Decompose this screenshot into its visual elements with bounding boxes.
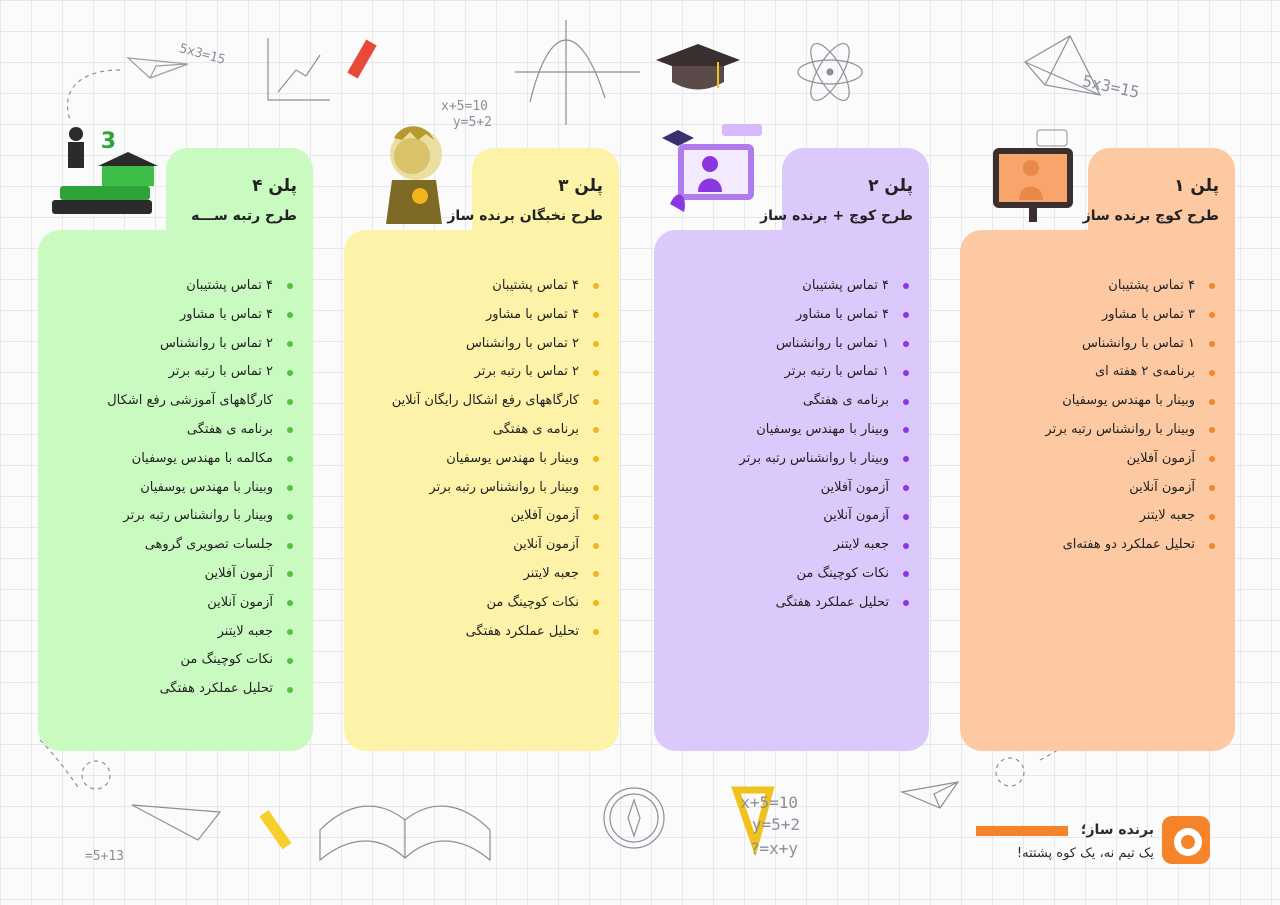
feature-item <box>48 589 293 618</box>
feature-text: ۱ تماس با روانشناس <box>775 335 889 351</box>
feature-item <box>970 416 1215 445</box>
feature-text: جلسات تصویری گروهی <box>144 537 273 553</box>
feature-text: جعبه لایتنر <box>523 565 579 581</box>
bullet-dot-icon <box>287 658 293 664</box>
feature-text: ۴ تماس پشتیبان <box>1108 278 1195 293</box>
feature-text: ۴ تماس پشتیبان <box>802 278 889 293</box>
plan-card-4 <box>38 148 313 751</box>
feature-text: آزمون آفلاین <box>820 479 889 495</box>
feature-item <box>970 502 1215 531</box>
feature-item <box>354 416 599 445</box>
bullet-dot-icon <box>287 456 293 462</box>
equation-5: x+5=10 <box>740 793 798 812</box>
equation-8: 5+13= <box>84 849 124 864</box>
feature-text: وبینار با مهندس یوسفیان <box>1062 393 1195 409</box>
feature-item <box>48 531 293 560</box>
plan-body <box>654 230 929 751</box>
feature-item <box>664 474 909 503</box>
bullet-dot-icon <box>287 283 293 289</box>
feature-text: ۲ تماس با رتبه برتر <box>168 364 273 380</box>
plan-name: پلن ۴ <box>252 176 297 196</box>
feature-list <box>970 272 1215 560</box>
feature-item <box>664 387 909 416</box>
feature-item <box>354 618 599 647</box>
feature-list <box>354 272 599 646</box>
bullet-dot-icon <box>593 600 599 606</box>
bullet-dot-icon <box>1209 370 1215 376</box>
feature-item <box>354 560 599 589</box>
brand-title: برنده ساز؛ <box>1080 822 1154 838</box>
feature-item <box>354 330 599 359</box>
feature-item <box>970 531 1215 560</box>
triangle-icon <box>132 805 220 840</box>
plan-body <box>960 230 1235 751</box>
bullet-dot-icon <box>1209 427 1215 433</box>
equation-3: 2+y=5 <box>452 115 492 130</box>
plan-2-illustration <box>658 116 780 224</box>
feature-item <box>48 675 293 704</box>
footer-brand <box>958 812 1218 872</box>
graph-icon <box>268 38 330 100</box>
bullet-dot-icon <box>593 543 599 549</box>
bullet-dot-icon <box>593 514 599 520</box>
bullet-dot-icon <box>903 571 909 577</box>
bullet-dot-icon <box>593 370 599 376</box>
bullet-dot-icon <box>1209 399 1215 405</box>
feature-text: آزمون آفلاین <box>1126 450 1195 466</box>
bullet-dot-icon <box>903 600 909 606</box>
feature-text: وبینار با روانشناس رتبه برتر <box>123 508 273 524</box>
plan-1-illustration <box>975 116 1097 224</box>
feature-item <box>354 474 599 503</box>
bullet-dot-icon <box>593 427 599 433</box>
feature-text: وبینار با روانشناس رتبه برتر <box>429 479 579 495</box>
feature-text: آزمون آنلاین <box>1129 479 1195 495</box>
feature-item <box>664 560 909 589</box>
bullet-dot-icon <box>287 399 293 405</box>
feature-item <box>664 416 909 445</box>
graduation-cap-icon <box>656 44 740 90</box>
bullet-dot-icon <box>287 485 293 491</box>
compass-icon <box>604 788 664 848</box>
pencil-icon <box>347 40 376 79</box>
feature-list <box>48 272 293 704</box>
feature-item <box>970 330 1215 359</box>
feature-item <box>48 330 293 359</box>
feature-text: ۴ تماس پشتیبان <box>492 278 579 293</box>
bullet-dot-icon <box>287 687 293 693</box>
bullet-dot-icon <box>593 629 599 635</box>
paper-plane-icon <box>128 58 188 78</box>
feature-item <box>354 358 599 387</box>
plan-subtitle: طرح رتبه ســـه <box>191 208 297 224</box>
feature-text: نکات کوچینگ من <box>486 594 579 610</box>
pencil-yellow-icon <box>259 810 291 849</box>
bullet-dot-icon <box>903 341 909 347</box>
bullet-dot-icon <box>287 629 293 635</box>
bullet-dot-icon <box>287 427 293 433</box>
feature-text: ۲ تماس با روانشناس <box>465 335 579 351</box>
plan-subtitle: طرح کوچ + برنده ساز <box>760 208 913 224</box>
bullet-dot-icon <box>1209 456 1215 462</box>
bullet-dot-icon <box>1209 543 1215 549</box>
bullet-dot-icon <box>903 312 909 318</box>
plan-card-2 <box>654 148 929 751</box>
feature-text: وبینار با مهندس یوسفیان <box>446 450 579 466</box>
plan-name: پلن ۲ <box>868 176 913 196</box>
bullet-dot-icon <box>287 514 293 520</box>
plan-subtitle: طرح کوچ برنده ساز <box>1082 208 1219 224</box>
bullet-dot-icon <box>903 456 909 462</box>
feature-item <box>664 502 909 531</box>
bullet-dot-icon <box>287 543 293 549</box>
feature-list <box>664 272 909 618</box>
feature-item <box>664 358 909 387</box>
feature-item <box>354 387 599 416</box>
feature-text: تحلیل عملکرد هفتگی <box>775 594 889 610</box>
bullet-dot-icon <box>1209 341 1215 347</box>
feature-item <box>48 416 293 445</box>
bullet-dot-icon <box>1209 514 1215 520</box>
book-icon <box>320 806 490 860</box>
feature-text: برنامه‌ی ۲ هفته ای <box>1095 364 1195 380</box>
feature-item <box>664 589 909 618</box>
feature-text: آزمون آنلاین <box>207 594 273 610</box>
feature-item <box>48 560 293 589</box>
bullet-dot-icon <box>593 456 599 462</box>
bullet-dot-icon <box>593 485 599 491</box>
feature-text: آزمون آنلاین <box>823 508 889 524</box>
plan-subtitle: طرح نخبگان برنده ساز <box>447 208 603 224</box>
bullet-dot-icon <box>903 485 909 491</box>
feature-text: ۳ تماس با مشاور <box>1101 306 1195 322</box>
feature-text: وبینار با مهندس یوسفیان <box>756 421 889 437</box>
bullet-dot-icon <box>1209 283 1215 289</box>
feature-text: جعبه لایتنر <box>833 537 889 553</box>
bullet-dot-icon <box>593 312 599 318</box>
feature-item <box>354 272 599 301</box>
feature-text: نکات کوچینگ من <box>796 565 889 581</box>
rank-badge-3: 3 <box>100 129 116 154</box>
feature-item <box>354 301 599 330</box>
feature-text: ۱ تماس با رتبه برتر <box>784 364 889 380</box>
plan-body <box>38 230 313 751</box>
feature-text: جعبه لایتنر <box>217 623 273 639</box>
plan-body <box>344 230 619 751</box>
atom-icon <box>798 38 862 105</box>
bullet-dot-icon <box>903 427 909 433</box>
bullet-dot-icon <box>287 600 293 606</box>
brand-tagline: یک تیم نه، یک کوه پشتته! <box>1016 846 1154 861</box>
feature-item <box>970 474 1215 503</box>
feature-text: برنامه ی هفتگی <box>802 393 889 409</box>
feature-text: وبینار با روانشناس رتبه برتر <box>739 450 889 466</box>
feature-text: وبینار با روانشناس رتبه برتر <box>1045 421 1195 437</box>
equation-1: 5x3=15 <box>177 41 227 68</box>
feature-item <box>664 272 909 301</box>
bullet-dot-icon <box>1209 485 1215 491</box>
feature-text: برنامه ی هفتگی <box>492 421 579 437</box>
feature-item <box>664 301 909 330</box>
bullet-dot-icon <box>903 370 909 376</box>
feature-text: تحلیل عملکرد دو هفته‌ای <box>1062 537 1195 553</box>
paper-plane-right-icon <box>902 782 958 808</box>
bullet-dot-icon <box>593 283 599 289</box>
feature-item <box>664 445 909 474</box>
bullet-dot-icon <box>593 341 599 347</box>
bullet-dot-icon <box>593 399 599 405</box>
bullet-dot-icon <box>903 283 909 289</box>
bullet-dot-icon <box>287 571 293 577</box>
feature-item <box>48 387 293 416</box>
feature-item <box>970 445 1215 474</box>
feature-text: جعبه لایتنر <box>1139 508 1195 524</box>
bullet-dot-icon <box>287 370 293 376</box>
plan-4-illustration <box>40 116 162 224</box>
equation-6: 2+y=5 <box>751 815 800 834</box>
feature-item <box>970 301 1215 330</box>
feature-text: وبینار با مهندس یوسفیان <box>140 479 273 495</box>
feature-text: ۴ تماس با مشاور <box>485 306 579 322</box>
feature-text: ۲ تماس با روانشناس <box>159 335 273 351</box>
feature-item <box>664 330 909 359</box>
feature-text: ۲ تماس با رتبه برتر <box>474 364 579 380</box>
feature-item <box>48 646 293 675</box>
brand-accent-bar <box>976 826 1068 836</box>
feature-item <box>48 272 293 301</box>
feature-item <box>48 474 293 503</box>
feature-item <box>48 502 293 531</box>
bullet-dot-icon <box>1209 312 1215 318</box>
feature-item <box>48 301 293 330</box>
parabola-icon <box>515 20 640 125</box>
equation-2: x+5=10 <box>441 99 488 114</box>
bullet-dot-icon <box>287 341 293 347</box>
feature-item <box>970 358 1215 387</box>
brand-logo-icon <box>1158 812 1214 868</box>
feature-text: نکات کوچینگ من <box>180 652 273 668</box>
plan-name: پلن ۳ <box>558 176 603 196</box>
feature-text: ۴ تماس با مشاور <box>179 306 273 322</box>
feature-item <box>354 445 599 474</box>
feature-item <box>970 272 1215 301</box>
feature-item <box>48 445 293 474</box>
feature-text: آزمون آفلاین <box>510 508 579 524</box>
feature-text: ۴ تماس با مشاور <box>795 306 889 322</box>
bullet-dot-icon <box>903 514 909 520</box>
feature-text: برنامه ی هفتگی <box>186 421 273 437</box>
feature-text: ۴ تماس پشتیبان <box>186 278 273 293</box>
bullet-dot-icon <box>593 571 599 577</box>
plan-card-1 <box>960 148 1235 751</box>
bullet-dot-icon <box>903 543 909 549</box>
equation-4: 5x3=15 <box>1080 71 1142 102</box>
plan-3-illustration <box>356 116 478 224</box>
feature-item <box>48 618 293 647</box>
feature-text: ۱ تماس با روانشناس <box>1081 335 1195 351</box>
equation-7: x+y=? <box>749 839 798 858</box>
feature-text: تحلیل عملکرد هفتگی <box>465 623 579 639</box>
feature-text: کارگاههای آموزشی رفع اشکال <box>107 393 273 409</box>
feature-text: کارگاههای رفع اشکال رایگان آنلاین <box>391 393 579 409</box>
feature-text: آزمون آنلاین <box>513 537 579 553</box>
plan-card-3 <box>344 148 619 751</box>
feature-text: تحلیل عملکرد هفتگی <box>159 681 273 697</box>
feature-item <box>664 531 909 560</box>
feature-item <box>354 531 599 560</box>
feature-item <box>354 589 599 618</box>
feature-item <box>354 502 599 531</box>
feature-item <box>970 387 1215 416</box>
feature-text: آزمون آفلاین <box>204 565 273 581</box>
feature-text: مکالمه با مهندس یوسفیان <box>131 450 273 466</box>
bullet-dot-icon <box>287 312 293 318</box>
bullet-dot-icon <box>903 399 909 405</box>
feature-item <box>48 358 293 387</box>
plan-name: پلن ۱ <box>1174 176 1219 196</box>
